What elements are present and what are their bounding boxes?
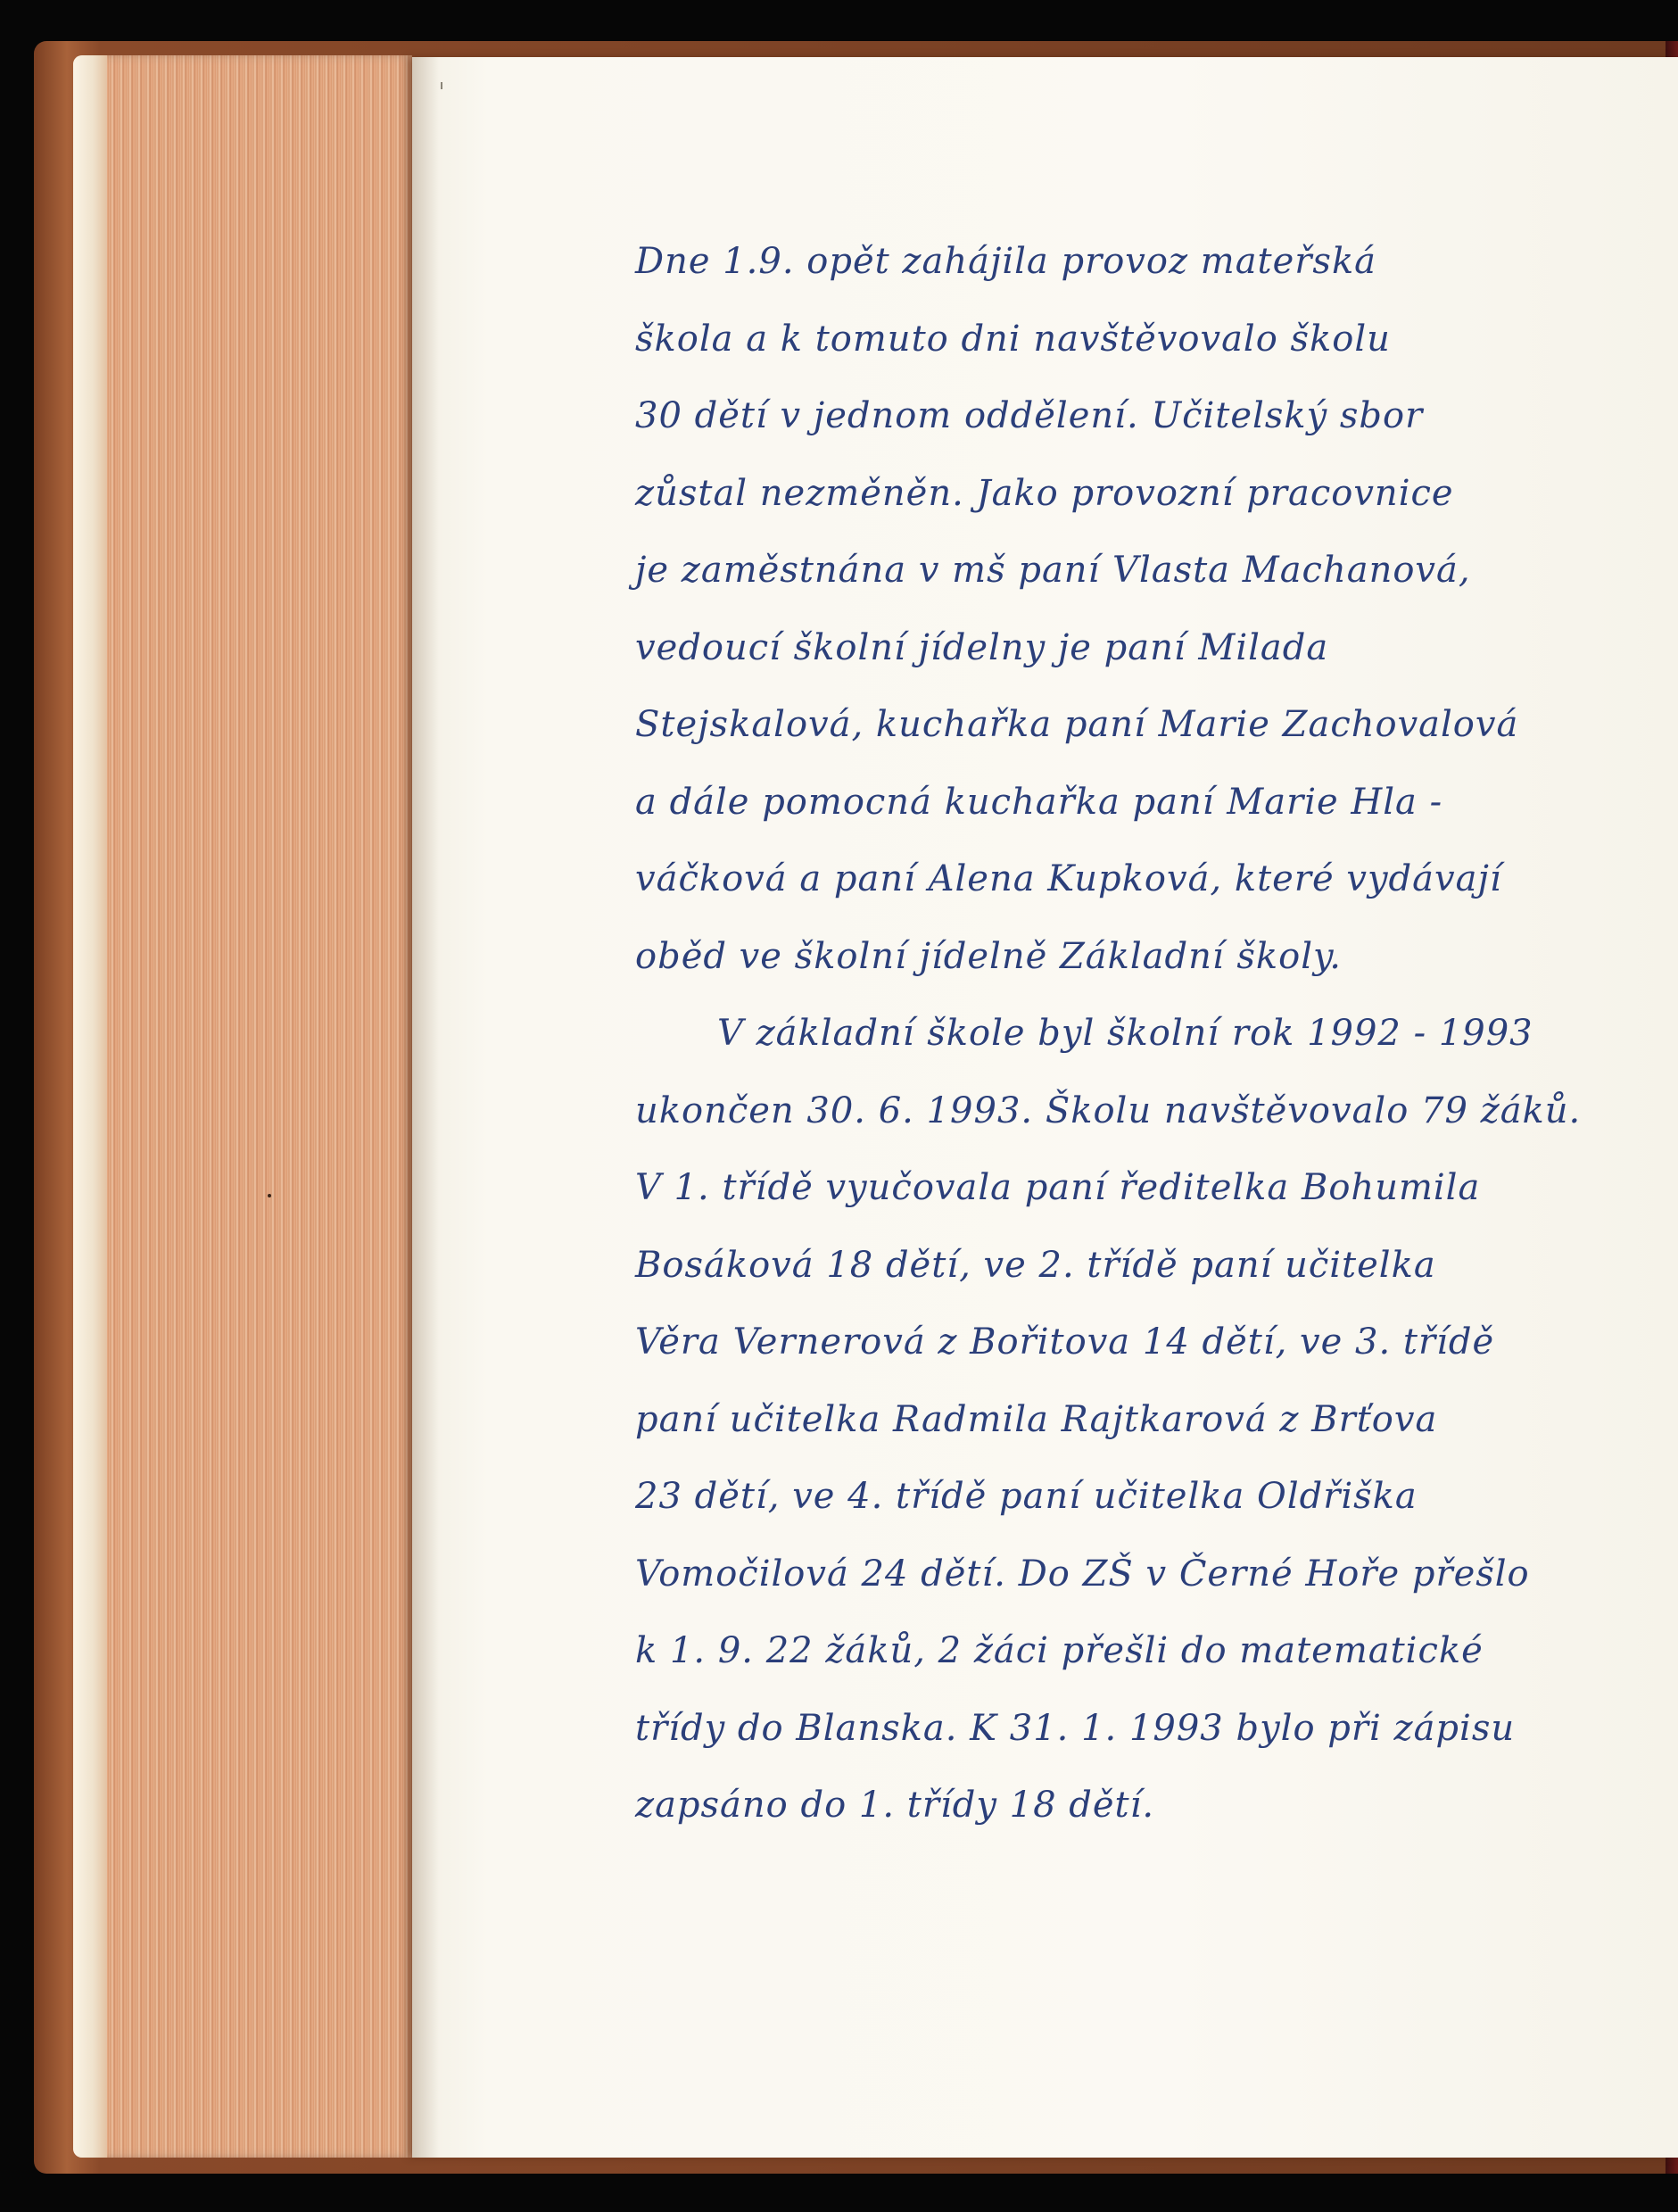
text-line: škola a k tomuto dni navštěvovalo školu — [635, 318, 1391, 360]
text-line: oběd ve školní jídelně Základní školy. — [635, 935, 1343, 977]
text-line: 30 dětí v jednom oddělení. Učitelský sbor — [635, 395, 1424, 436]
gutter-shadow — [412, 57, 439, 2158]
text-line: V 1. třídě vyučovala paní ředitelka Bohumila — [635, 1167, 1481, 1208]
text-line: Dne 1.9. opět zahájila provoz mateřská — [635, 241, 1377, 282]
text-line: Věra Vernerová z Bořitova 14 dětí, ve 3. třídě — [635, 1321, 1495, 1363]
text-line: k 1. 9. 22 žáků, 2 žáci přešli do matematické — [635, 1630, 1484, 1671]
text-line: váčková a paní Alena Kupková, které vydávají — [635, 858, 1502, 899]
handwritten-text — [635, 223, 1643, 1844]
text-line: třídy do Blanska. K 31. 1. 1993 bylo při zápisu — [635, 1707, 1516, 1749]
page-stack-edges — [73, 55, 412, 2158]
text-line: 23 dětí, ve 4. třídě paní učitelka Oldřiška — [635, 1476, 1418, 1517]
text-line: paní učitelka Radmila Rajtkarová z Brťova — [635, 1398, 1438, 1440]
text-line: vedoucí školní jídelny je paní Milada — [635, 626, 1329, 668]
text-line: a dále pomocná kuchařka paní Marie Hla - — [635, 781, 1443, 823]
page-stack-highlight — [73, 55, 107, 2158]
page-edge-speck — [268, 1194, 271, 1197]
page-tick-mark — [441, 82, 442, 89]
text-line: je zaměstnána v mš paní Vlasta Machanová, — [635, 550, 1471, 591]
text-line: ukončen 30. 6. 1993. Školu navštěvovalo 79 žáků. — [635, 1089, 1582, 1131]
text-line: Stejskalová, kuchařka paní Marie Zachovalová — [635, 704, 1519, 745]
text-line: Bosáková 18 dětí, ve 2. třídě paní učitelka — [635, 1244, 1436, 1286]
text-line: Vomočilová 24 dětí. Do ZŠ v Černé Hoře přešlo — [635, 1553, 1530, 1595]
text-line: zapsáno do 1. třídy 18 dětí. — [635, 1785, 1155, 1826]
text-line: zůstal nezměněn. Jako provozní pracovnice — [635, 472, 1454, 514]
paragraph-start-line: V základní škole byl školní rok 1992 - 1993 — [717, 1013, 1533, 1054]
